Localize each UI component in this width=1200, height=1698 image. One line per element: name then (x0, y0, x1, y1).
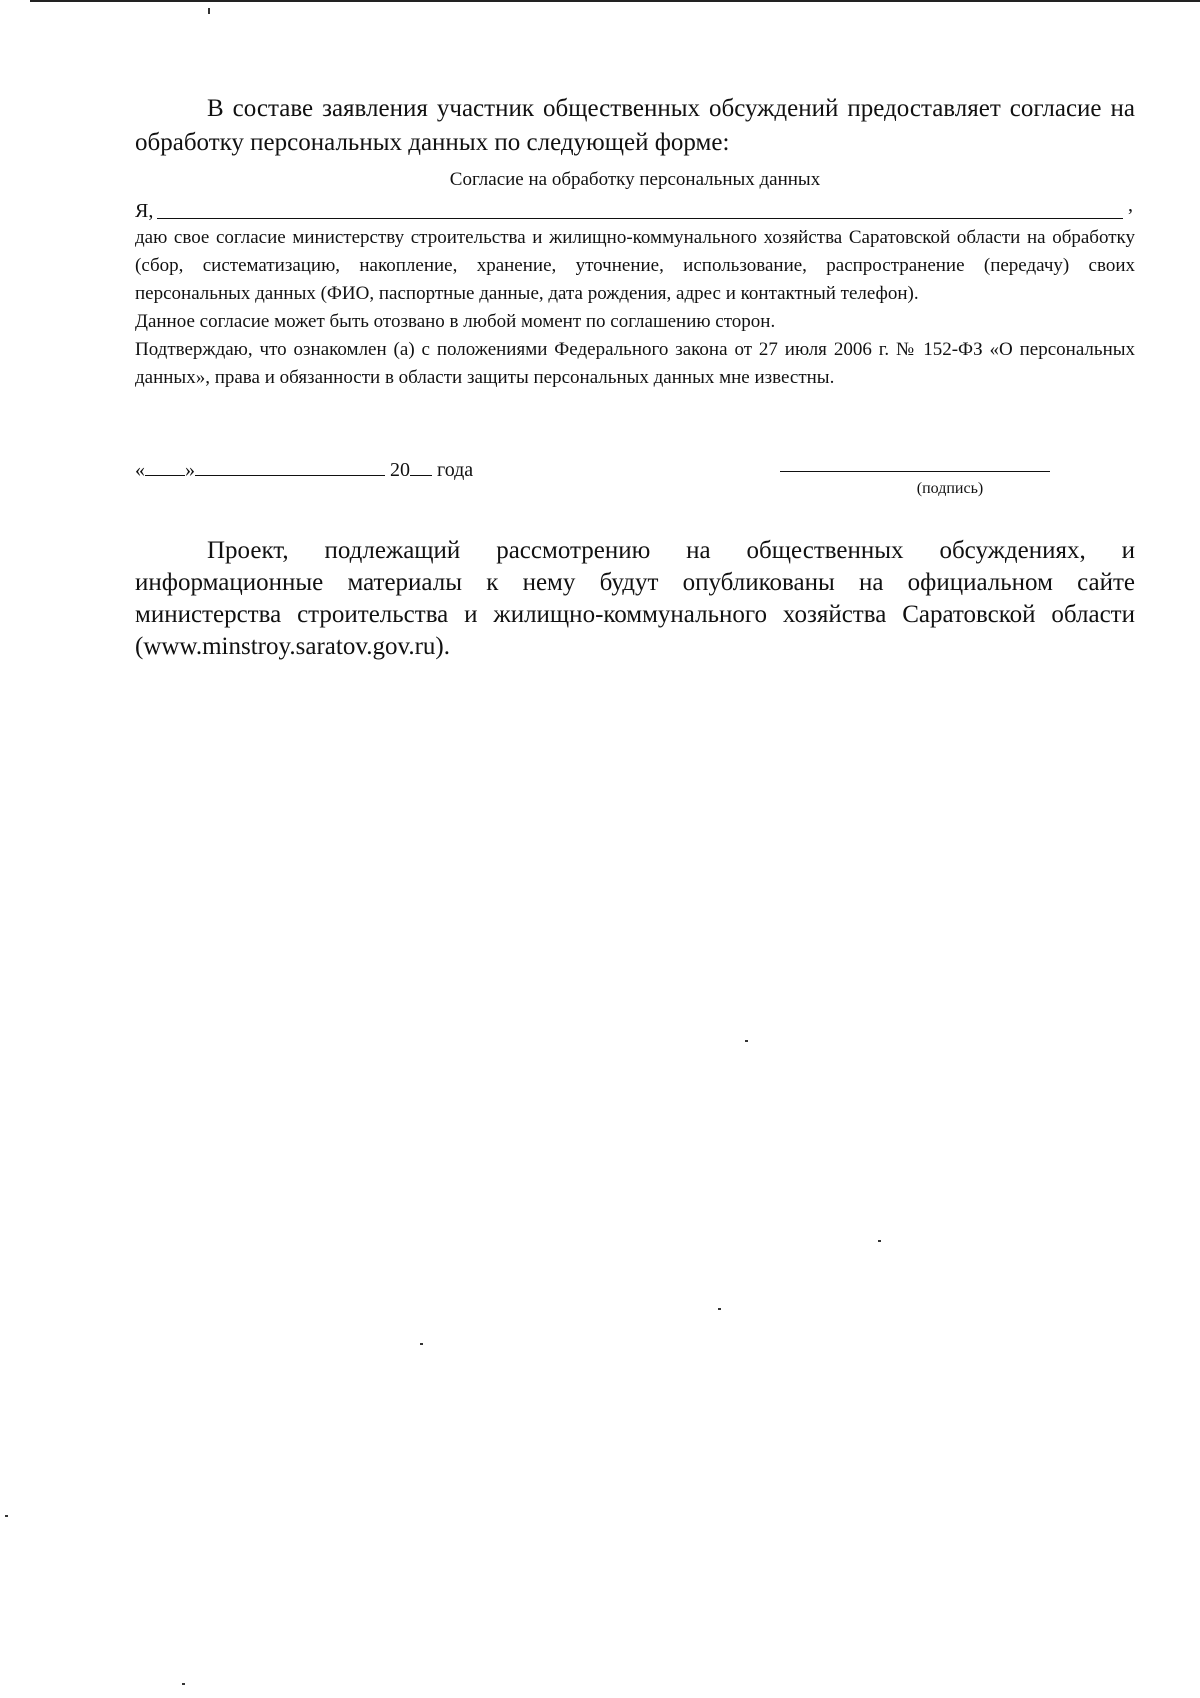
name-blank (157, 218, 1123, 219)
scan-edge-line (30, 0, 1200, 2)
day-blank (145, 455, 185, 476)
name-prefix: Я, (135, 200, 154, 222)
scan-speck (5, 1515, 8, 1517)
scan-speck (208, 8, 210, 14)
month-blank (195, 455, 385, 476)
year-prefix: 20 (390, 459, 410, 481)
consent-paragraph: Подтверждаю, что ознакомлен (а) с положениями Федерального закона от 27 июля 2006 г. № 152-ФЗ «О персональных данных», права и обязанности в области защиты персональных данных мне известны. (135, 339, 1135, 388)
name-suffix: , (1128, 194, 1133, 216)
name-field-line (135, 194, 1135, 225)
scan-speck (878, 1240, 881, 1242)
signature-label: (подпись) (916, 480, 984, 497)
scan-speck (718, 1308, 721, 1310)
consent-paragraph: Данное согласие может быть отозвано в любой момент по соглашению сторон. (135, 311, 776, 332)
scan-speck (745, 1040, 748, 1042)
signature-line (780, 471, 1050, 472)
date-open-quote: « (135, 459, 145, 481)
intro-paragraph: В составе заявления участник общественных обсуждений предоставляет согласие на обработку персональных данных по следующей форме: (135, 95, 1135, 156)
scan-speck (420, 1343, 423, 1345)
consent-title: Согласие на обработку персональных данных (449, 169, 821, 190)
project-paragraph: Проект, подлежащий рассмотрению на общественных обсуждениях, и информационные материалы к нему будут опубликованы на официальном сайте министерства строительства и жилищно-коммунального хозяйства Саратовской области (www.minstroy.saratov.gov.ru). (135, 537, 1135, 660)
consent-paragraph: даю свое согласие министерству строительства и жилищно-коммунального хозяйства Саратовской области на обработку (сбор, систематизацию, накопление, хранение, уточнение, использование, распространение (передачу) своих персональных данных (ФИО, паспортные данные, дата рождения, адрес и контактный телефон). (135, 227, 1135, 304)
year-suffix: года (437, 459, 474, 481)
date-close-quote: » (185, 459, 195, 481)
year-blank (410, 455, 432, 476)
scan-speck (182, 1683, 185, 1685)
consent-body (135, 224, 1135, 392)
